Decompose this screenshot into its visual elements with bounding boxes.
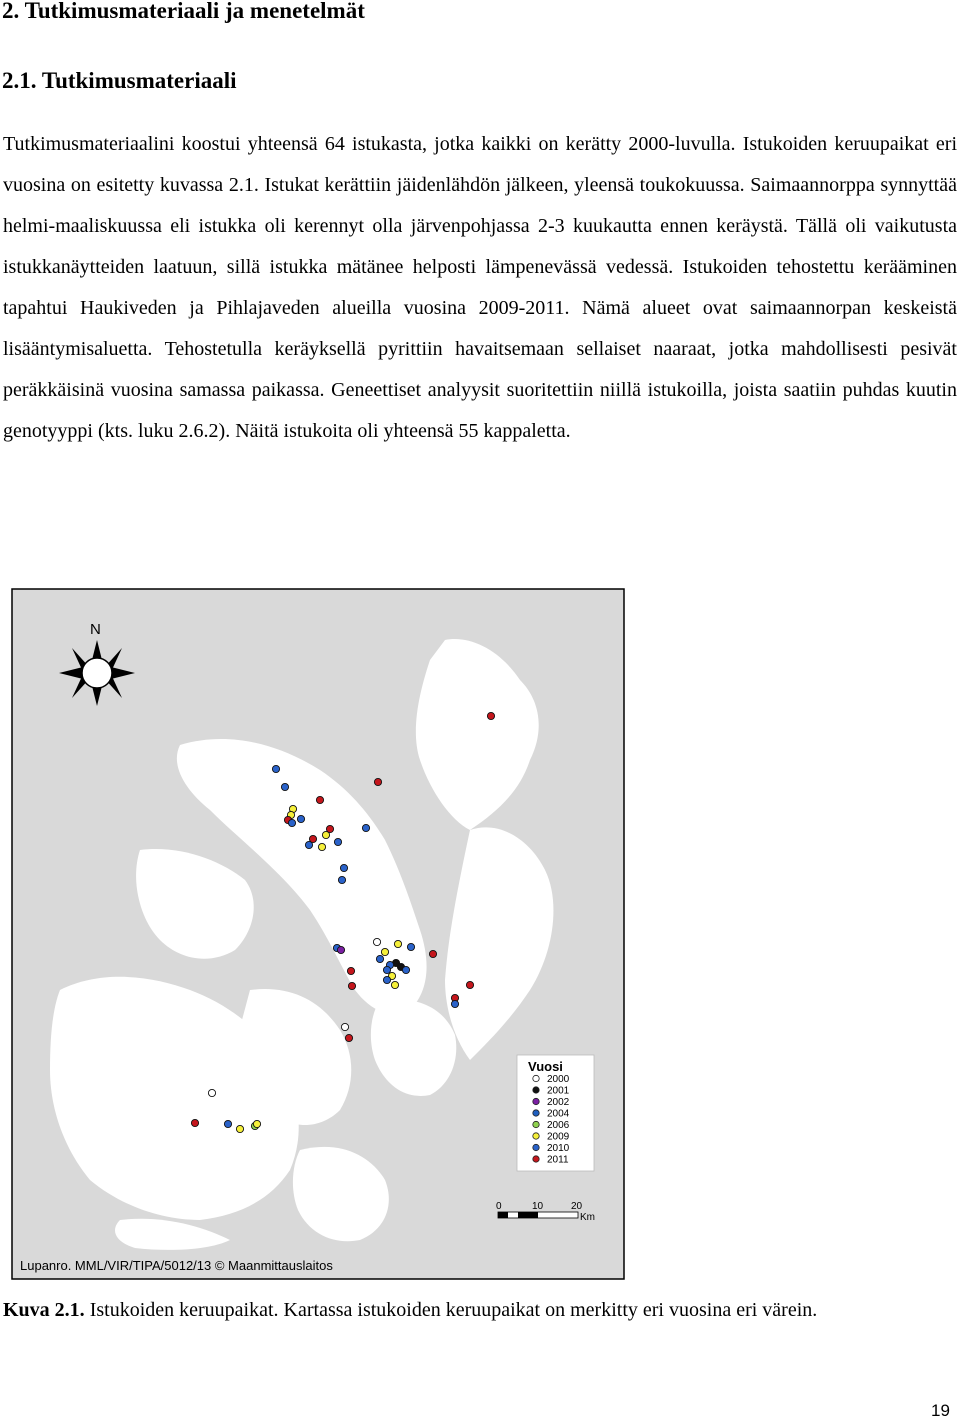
legend-marker	[533, 1144, 539, 1150]
sample-point	[381, 948, 388, 955]
sample-point	[334, 838, 341, 845]
legend-marker	[533, 1133, 539, 1139]
sample-point	[338, 876, 345, 883]
sample-point	[281, 783, 288, 790]
scale-tick-0: 0	[496, 1201, 502, 1212]
sample-point	[348, 982, 355, 989]
north-label: N	[90, 621, 101, 638]
sample-point	[236, 1125, 243, 1132]
legend-marker	[533, 1075, 539, 1081]
sample-point	[391, 981, 398, 988]
map-credit: Lupanro. MML/VIR/TIPA/5012/13 © Maanmittauslaitos	[20, 1258, 333, 1273]
sample-point	[451, 1000, 458, 1007]
sample-point	[407, 943, 414, 950]
scale-unit: Km	[580, 1212, 595, 1223]
sample-point	[376, 955, 383, 962]
legend-title: Vuosi	[528, 1059, 563, 1074]
legend-year: 2000	[547, 1074, 570, 1085]
sample-point	[362, 824, 369, 831]
legend-marker	[533, 1110, 539, 1116]
sample-point	[340, 864, 347, 871]
legend-year: 2006	[547, 1120, 570, 1131]
page-number: 19	[931, 1401, 950, 1420]
sample-point	[208, 1089, 215, 1096]
sample-point	[373, 938, 380, 945]
legend-marker	[533, 1098, 539, 1104]
sample-point	[466, 981, 473, 988]
legend-year: 2001	[547, 1085, 570, 1097]
legend-marker	[533, 1121, 539, 1127]
legend-year: 2002	[547, 1097, 570, 1108]
sample-point	[253, 1120, 260, 1127]
sample-point	[305, 841, 312, 848]
sample-point	[322, 831, 329, 838]
legend-year: 2009	[547, 1131, 570, 1143]
sample-point	[341, 1023, 348, 1030]
figure-caption	[3, 1290, 957, 1331]
subsection-heading: 2.1. Tutkimusmateriaali	[2, 68, 237, 93]
sample-point	[224, 1120, 231, 1127]
body-paragraph: Tutkimusmateriaalini koostui yhteensä 64 istukasta, jotka kaikki on kerätty 2000-luvulla. Istukoiden keruupaikat eri vuosina on esitetty kuvassa 2.1. Istukat kerättiin jäidenlähdön jälkeen, yleensä toukokuussa. Saimaannorppa synnyttää helmi-maaliskuussa eli istukka oli kerennyt olla järvenpohjassa 2-3 kuukautta ennen keräystä. Tällä oli vaikutusta istukkanäytteiden laatuun, sillä istukka mätänee helposti lämpenevässä vedessä. Istukoiden tehostettu kerääminen tapahtui Haukiveden ja Pihlajaveden alueilla vuosina 2009-2011. Nämä alueet ovat saimaannorpan keskeistä lisääntymisaluetta. Tehostetulla keräyksellä pyrittiin havaitsemaan sellaiset naaraat, jotka mahdollisesti pesivät peräkkäisinä vuosina samassa paikassa. Geneettiset analyysit suoritettiin niillä istukoilla, joista saatiin puhdas kuutin genotyyppi (kts. luku 2.6.2). Näitä istukoita oli yhteensä 55 kappaletta.	[3, 133, 957, 442]
sample-point	[383, 976, 390, 983]
sample-point	[345, 1034, 352, 1041]
sample-point	[316, 796, 323, 803]
sample-point	[337, 946, 344, 953]
scale-tick-10: 10	[532, 1201, 544, 1212]
sample-point	[394, 940, 401, 947]
sample-point	[487, 712, 494, 719]
caption-label: Kuva 2.1.	[3, 1299, 85, 1321]
sample-point	[429, 950, 436, 957]
sample-point	[383, 966, 390, 973]
legend-marker	[533, 1156, 539, 1162]
section-heading: 2. Tutkimusmateriaali ja menetelmät	[2, 0, 365, 23]
legend-year: 2004	[547, 1108, 570, 1120]
legend-marker	[533, 1087, 539, 1093]
caption-text: Istukoiden keruupaikat. Kartassa istukoiden keruupaikat on merkitty eri vuosina eri värein.	[84, 1299, 818, 1321]
legend-year: 2010	[547, 1143, 570, 1154]
map-legend	[517, 1055, 594, 1171]
legend-year: 2011	[547, 1154, 569, 1166]
sample-point	[402, 966, 409, 973]
scale-tick-20: 20	[571, 1201, 583, 1212]
sample-point	[297, 815, 304, 822]
sample-point	[374, 778, 381, 785]
sample-point	[272, 765, 279, 772]
sample-point	[347, 967, 354, 974]
sample-point	[318, 843, 325, 850]
sample-point	[288, 819, 295, 826]
sample-point	[191, 1119, 198, 1126]
